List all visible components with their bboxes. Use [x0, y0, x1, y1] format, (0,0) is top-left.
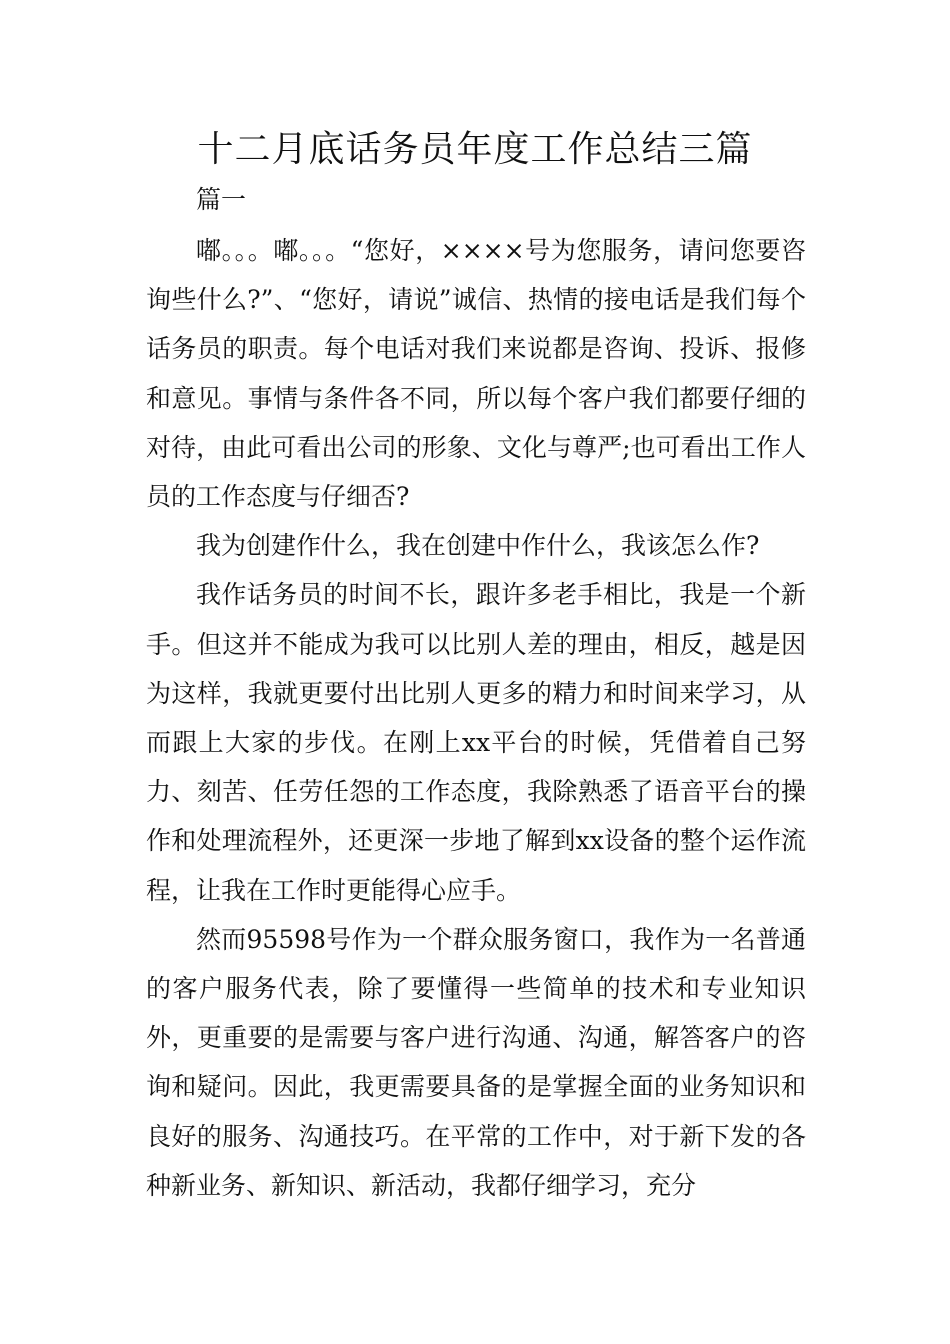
document-title: 十二月底话务员年度工作总结三篇 [197, 129, 753, 170]
section-label: 篇一 [196, 185, 247, 214]
document-body [146, 226, 806, 1210]
paragraph-1: 嘟。。。嘟。。。“您好，××××号为您服务，请问您要咨询些什么?”、“您好，请说”诚信、热情的接电话是我们每个话务员的职责。每个电话对我们来说都是咨询、投诉、报修和意见。事情与条件各不同，所以每个客户我们都要仔细的对待，由此可看出公司的形象、文化与尊严;也可看出工作人员的工作态度与仔细否? [146, 236, 806, 512]
paragraph-3: 我作话务员的时间不长，跟许多老手相比，我是一个新手。但这并不能成为我可以比别人差的理由，相反，越是因为这样，我就更要付出比别人更多的精力和时间来学习，从而跟上大家的步伐。在刚上xx平台的时候，凭借着自己努力、刻苦、任劳任怨的工作态度，我除熟悉了语音平台的操作和处理流程外，还更深一步地了解到xx设备的整个运作流程，让我在工作时更能得心应手。 [146, 580, 806, 905]
paragraph-4: 然而95598号作为一个群众服务窗口，我作为一名普通的客户服务代表，除了要懂得一些简单的技术和专业知识外，更重要的是需要与客户进行沟通、沟通，解答客户的咨询和疑问。因此，我更需要具备的是掌握全面的业务知识和良好的服务、沟通技巧。在平常的工作中，对于新下发的各种新业务、新知识、新活动，我都仔细学习，充分 [146, 924, 806, 1200]
paragraph-2: 我为创建作什么，我在创建中作什么，我该怎么作? [196, 531, 760, 561]
